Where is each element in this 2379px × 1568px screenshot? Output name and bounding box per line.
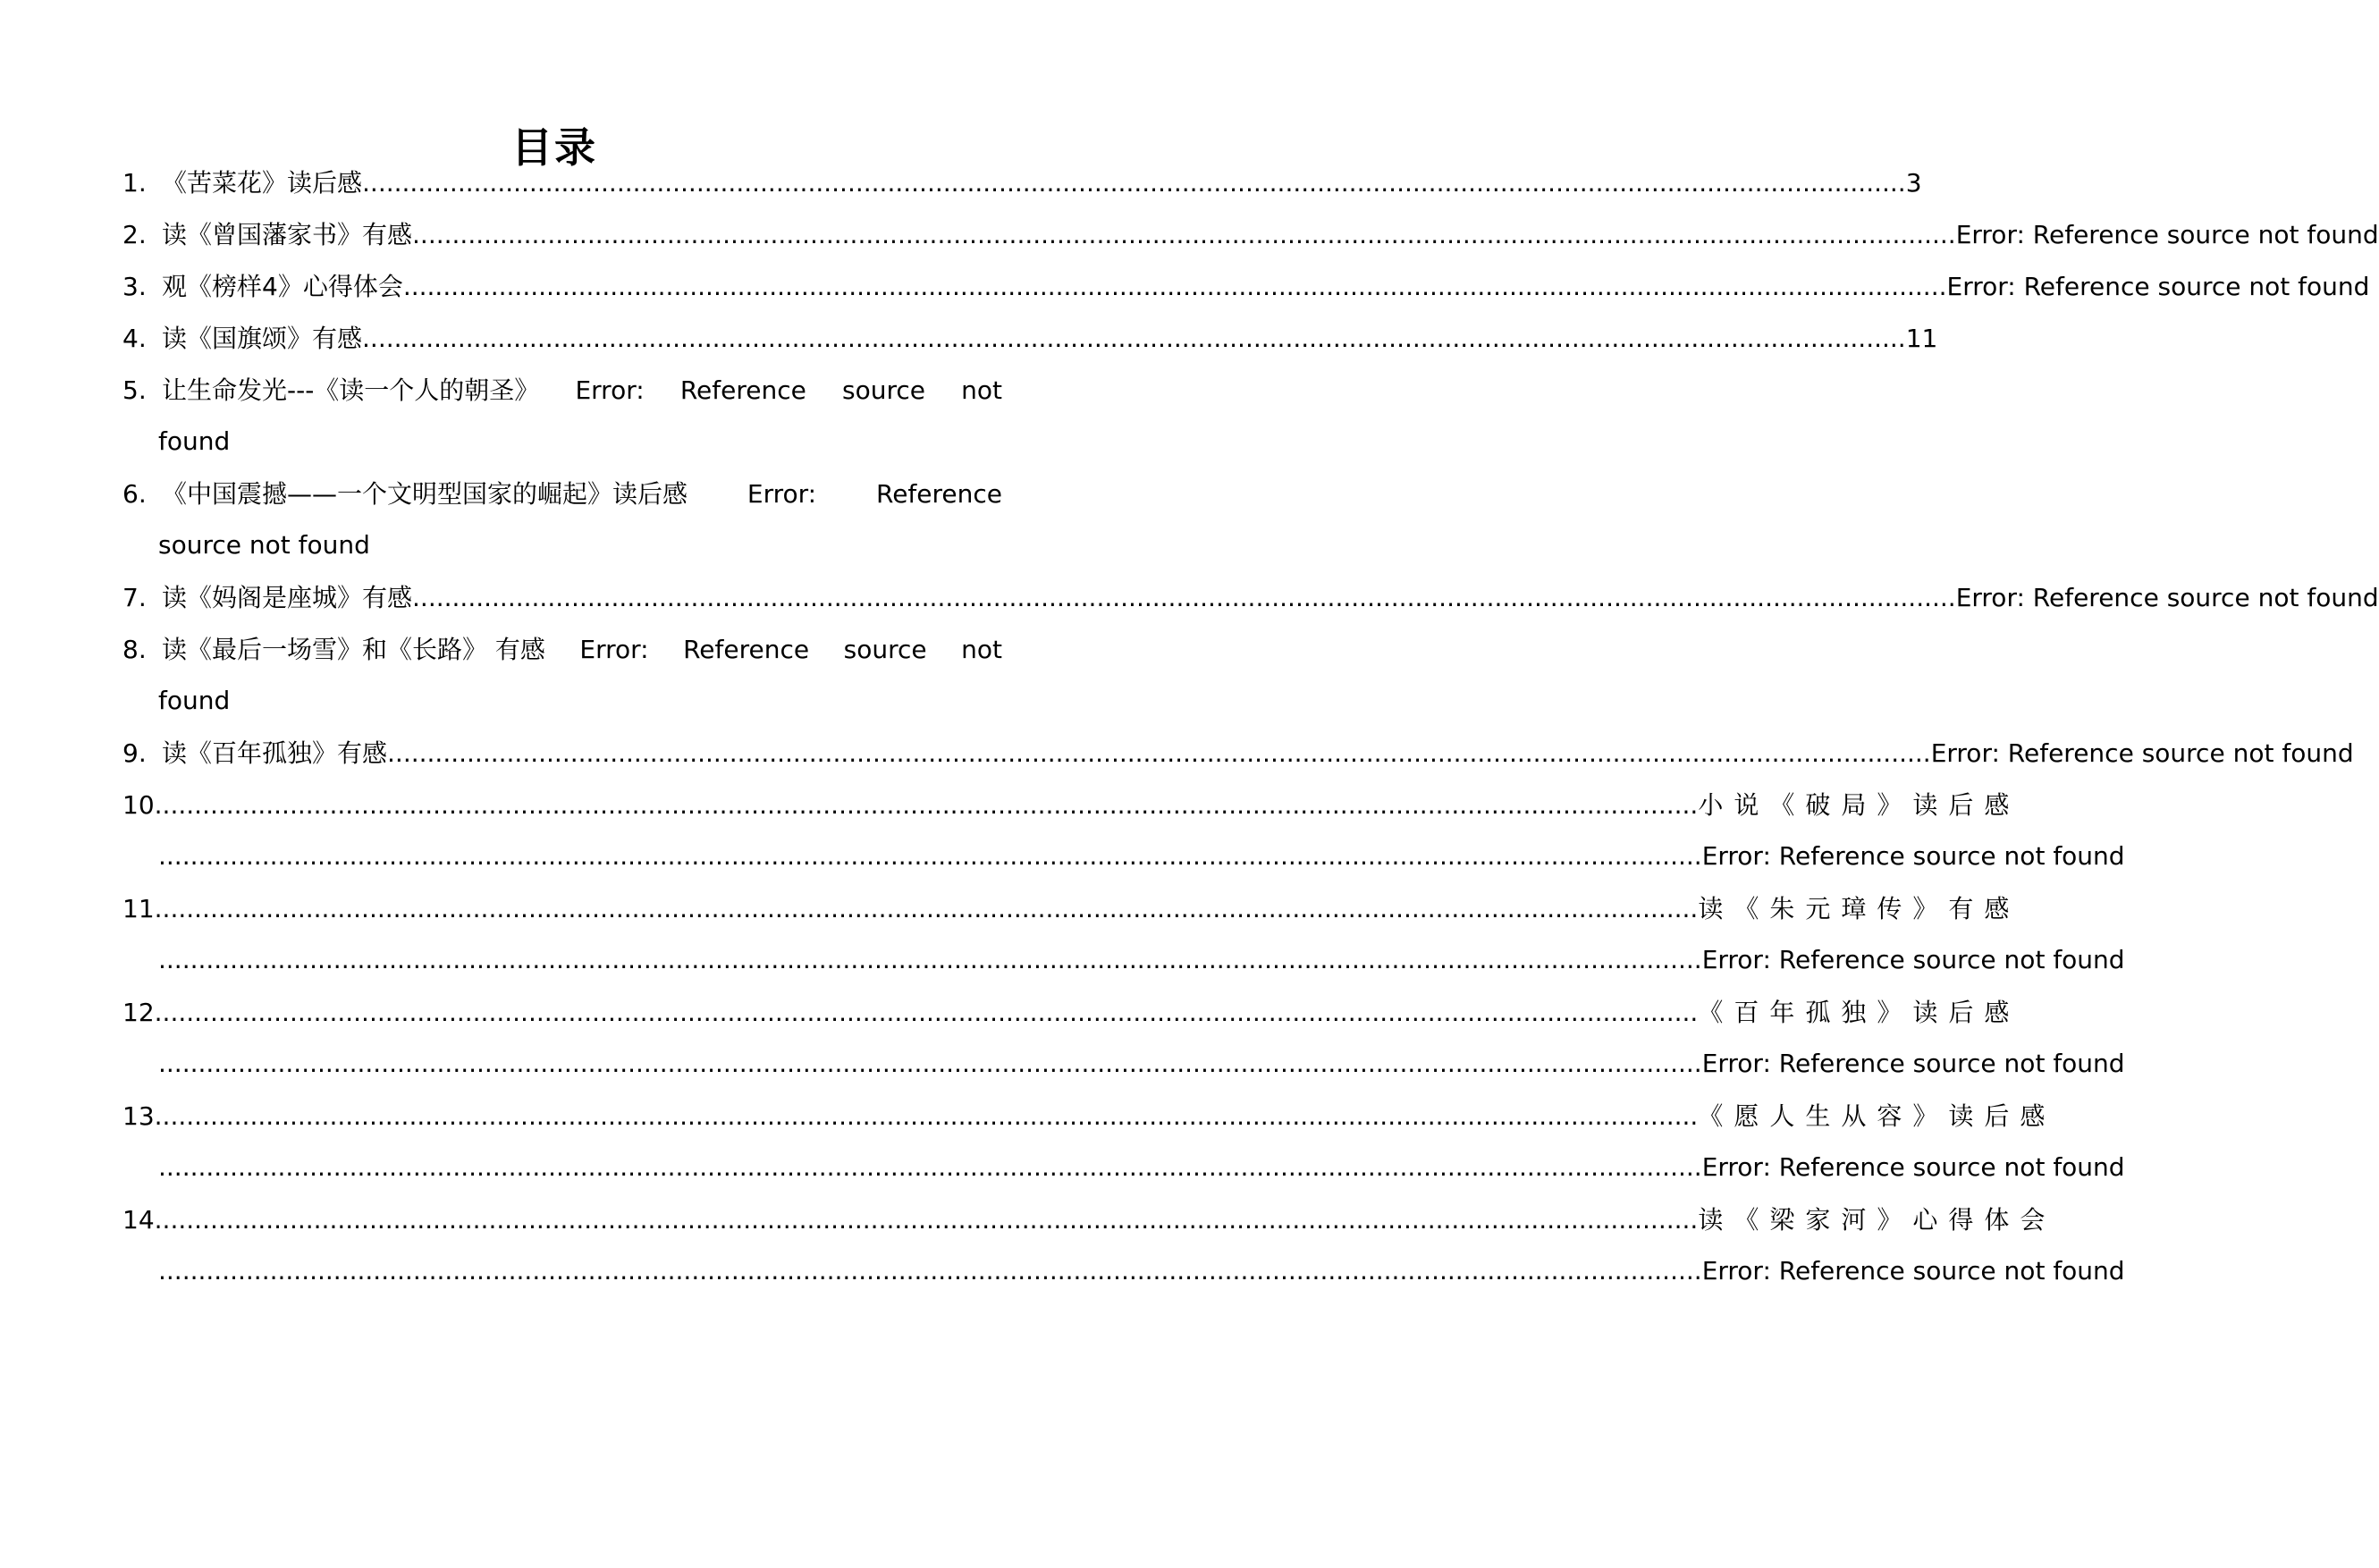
toc-entry-continuation xyxy=(158,1046,2125,1082)
toc-entry-page-cont: found xyxy=(158,426,231,456)
dot-leader: .................................................................................................................................................................................................. xyxy=(412,220,1956,249)
dot-leader: .................................................................................................................................................................................................. xyxy=(387,738,1931,768)
toc-entry-number: 3. xyxy=(122,272,147,301)
toc-entry-page-cont: found xyxy=(158,686,231,715)
dot-leader: .................................................................................................................................................................................................. xyxy=(158,1152,1702,1182)
toc-entry-page: 3 xyxy=(1905,168,1922,198)
toc-entry-page-word: Error: xyxy=(575,375,645,405)
toc-entry-continuation xyxy=(158,424,230,459)
dot-leader: .................................................................................................................................................................................................. xyxy=(158,1049,1702,1078)
toc-entry-number: 10 xyxy=(122,790,155,820)
toc-entry-number: 11 xyxy=(122,894,155,923)
dot-leader: .................................................................................................................................................................................................. xyxy=(158,841,1702,871)
toc-entry-title: 《百年孤独》读后感 xyxy=(1698,998,2020,1027)
toc-entry-title: 观《榜样4》心得体会 xyxy=(162,272,403,301)
toc-entry[interactable] xyxy=(122,1202,2056,1238)
toc-entry[interactable] xyxy=(122,1099,2056,1134)
toc-entry-number: 6. xyxy=(122,479,147,509)
toc-entry-number: 12 xyxy=(122,998,155,1027)
toc-entry-title: 读《梁家河》心得体会 xyxy=(1698,1205,2056,1235)
toc-entry-number: 7. xyxy=(122,583,147,612)
dot-leader: .................................................................................................................................................................................................. xyxy=(362,168,1906,198)
toc-entry-title: 小说《破局》读后感 xyxy=(1698,790,2020,820)
toc-entry-page-word: not xyxy=(961,635,1002,664)
dot-leader: .................................................................................................................................................................................................. xyxy=(154,998,1699,1027)
toc-entry-continuation xyxy=(158,527,370,563)
toc-entry-title: 读《妈阁是座城》有感 xyxy=(162,583,413,612)
toc-entry-number: 14 xyxy=(122,1205,155,1235)
toc-entry-page: Error: Reference source not found xyxy=(1955,220,2379,249)
toc-entry-continuation xyxy=(158,942,2125,978)
dot-leader: .................................................................................................................................................................................................. xyxy=(154,1205,1699,1235)
dot-leader: .................................................................................................................................................................................................. xyxy=(154,790,1699,820)
toc-entry-continuation xyxy=(158,1253,2125,1289)
toc-entry-title: 让生命发光---《读一个人的朝圣》 xyxy=(162,375,540,405)
toc-entry-number: 9. xyxy=(122,738,147,768)
toc-entry-number: 5. xyxy=(122,375,147,405)
toc-entry-page-word: source xyxy=(841,375,925,405)
toc-entry-number: 4. xyxy=(122,324,147,353)
toc-entry-page: Error: Reference source not found xyxy=(1701,1256,2125,1286)
toc-entry-title: 《苦菜花》读后感 xyxy=(162,168,363,198)
page-title: 目录 xyxy=(511,123,597,172)
toc-entry[interactable] xyxy=(122,891,2020,927)
toc-entry-page-word: Error: xyxy=(579,635,649,664)
toc-entry-page: Error: Reference source not found xyxy=(1946,272,2370,301)
toc-entry-page-word: Reference xyxy=(683,635,810,664)
toc-entry-title: 读《百年孤独》有感 xyxy=(162,738,388,768)
toc-entry-title: 读《朱元璋传》有感 xyxy=(1698,894,2020,923)
toc-entry-page: Error: Reference source not found xyxy=(1930,738,2354,768)
toc-entry[interactable] xyxy=(122,788,2020,823)
toc-entry-title: 《中国震撼——一个文明型国家的崛起》读后感 xyxy=(162,479,688,509)
dot-leader: .................................................................................................................................................................................................. xyxy=(362,324,1906,353)
toc-entry-page: Error: Reference source not found xyxy=(1701,1049,2125,1078)
toc-entry-number: 2. xyxy=(122,220,147,249)
toc-entry-page: 11 xyxy=(1905,324,1938,353)
toc-entry-page: Error: Reference source not found xyxy=(1701,945,2125,974)
toc-entry[interactable] xyxy=(122,995,2020,1031)
toc-entry-number: 13 xyxy=(122,1101,155,1131)
dot-leader: .................................................................................................................................................................................................. xyxy=(412,583,1956,612)
toc-entry-title: 读《最后一场雪》和《长路》 有感 xyxy=(162,635,545,664)
toc-entry-page-cont: source not found xyxy=(158,530,370,560)
toc-entry-page-word: Error: xyxy=(747,479,817,509)
toc-entry-continuation xyxy=(158,1150,2125,1185)
toc-entry-page-word: source xyxy=(843,635,927,664)
dot-leader: .................................................................................................................................................................................................. xyxy=(158,945,1702,974)
toc-entry-title: 《愿人生从容》读后感 xyxy=(1698,1101,2056,1131)
toc-entry-page-word: not xyxy=(961,375,1002,405)
toc-entry-page: Error: Reference source not found xyxy=(1701,1152,2125,1182)
toc-entry-title: 读《国旗颂》有感 xyxy=(162,324,363,353)
toc-entry-title: 读《曾国藩家书》有感 xyxy=(162,220,413,249)
toc-entry-number: 1. xyxy=(122,168,147,198)
toc-entry-continuation xyxy=(158,683,230,719)
toc-entry-number: 8. xyxy=(122,635,147,664)
toc-entry-continuation xyxy=(158,839,2125,874)
toc-entry-page-word: Reference xyxy=(679,375,806,405)
dot-leader: .................................................................................................................................................................................................. xyxy=(154,1101,1699,1131)
dot-leader: .................................................................................................................................................................................................. xyxy=(402,272,1947,301)
dot-leader: .................................................................................................................................................................................................. xyxy=(158,1256,1702,1286)
toc-entry-page: Error: Reference source not found xyxy=(1701,841,2125,871)
dot-leader: .................................................................................................................................................................................................. xyxy=(154,894,1699,923)
toc-entry-page: Error: Reference source not found xyxy=(1955,583,2379,612)
toc-entry-page-word: Reference xyxy=(876,479,1002,509)
